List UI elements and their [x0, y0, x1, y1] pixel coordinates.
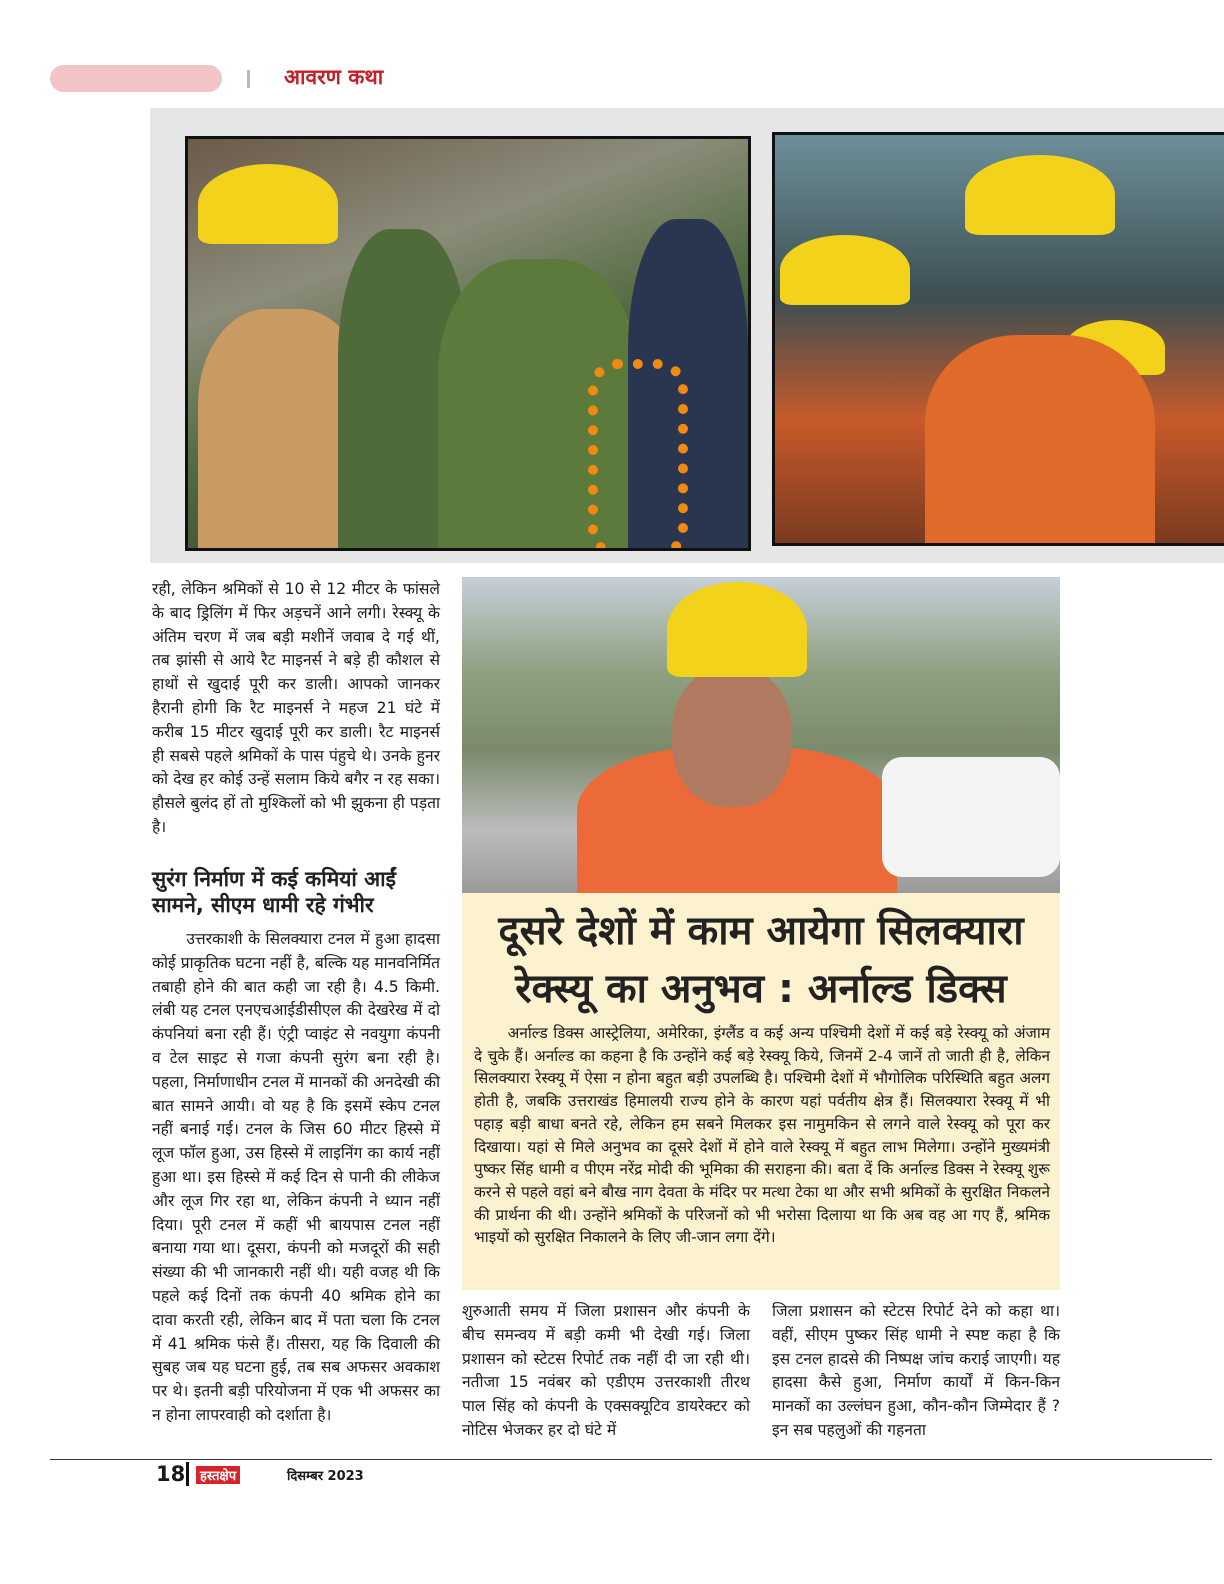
sidebar-body [474, 1022, 1050, 1249]
headline-line-1: दूसरे देशों में काम आयेगा सिलक्यारा [498, 908, 1024, 954]
sidebar-headline [462, 902, 1060, 1018]
section-title: आवरण कथा [284, 65, 384, 89]
article-paragraph: जिला प्रशासन को स्टेटस रिपोर्ट देने को कहा था। वहीं, सीएम पुष्कर सिंह धामी ने स्पष्ट कहा है कि इस टनल हादसे की निष्पक्ष जांच कराई जाएगी। यह हादसा कैसे हुआ, निर्माण कार्यों में किन-किन मानकों का उल्लंघन हुआ, कौन-कौन जिम्मेदार हैं ? इन सब पहलुओं की गहनता [772, 1302, 1060, 1439]
article-column-right [772, 1300, 1060, 1443]
article-column-left-bottom [152, 928, 440, 1428]
article-subheading: सुरंग निर्माण में कई कमियां आईं सामने, सीएम धामी रहे गंभीर [152, 867, 396, 917]
article-column-middle [462, 1300, 750, 1443]
header-divider [247, 70, 250, 88]
article-column-left-top [152, 578, 440, 840]
issue-date: दिसम्बर 2023 [287, 1469, 364, 1484]
page-number: 18 [156, 1462, 186, 1486]
header-decor-pill [50, 65, 222, 92]
cm-garland-welcome-photo [185, 136, 751, 551]
footer-rule [50, 1459, 1212, 1460]
footer-divider [186, 1462, 189, 1486]
headline-line-2: रेक्स्यू का अनुभव : अर्नाल्ड डिक्स [515, 966, 1007, 1012]
rescued-worker-photo [772, 132, 1224, 546]
article-paragraph: रही, लेकिन श्रमिकों से 10 से 12 मीटर के फांसले के बाद ड्रिलिंग में फिर अड़चनें आने लगी। रेस्क्यू के अंतिम चरण में जब बड़ी मशीनें जवाब दे गई थीं, तब झांसी से आये रैट माइनर्स ने बड़े ही कौशल से हाथों से खुदाई पूरी कर डाली। आपको जानकर हैरानी होगी कि रैट माइनर्स ने महज 21 घंटे में करीब 15 मीटर खुदाई पूरी कर डाली। रैट माइनर्स ही सबसे पहले श्रमिकों के पास पंहुचे थे। उनके हुनर को देख हर कोई उन्हें सलाम किये बगैर न रह सका। हौसले बुलंद हों तो मुश्किलों को भी झुकना ही पड़ता है। [152, 580, 440, 836]
article-paragraph: उत्तरकाशी के सिलक्यारा टनल में हुआ हादसा कोई प्राकृतिक घटना नहीं है, बल्कि यह मानवनिर्मित तबाही होने की बात कही जा रही है। 4.5 किमी. लंबी यह टनल एनएचआईडीसीएल की देखरेख में दो कंपनियां बना रही हैं। एंट्री प्वाइंट से नवयुगा कंपनी व टेल साइट से गजा कंपनी सुरंग बना रही है। पहला, निर्माणाधीन टनल में मानकों की अनदेखी की बात सामने आयी। वो यह है कि इसमें स्केप टनल नहीं बनाई गई। टनल के जिस 60 मीटर हिस्से में लूज फॉल हुआ, उस हिस्से में लाइनिंग का कार्य नहीं हुआ था। इस हिस्से में कई दिन से पानी की लीकेज और लूज गिर रहा था, लेकिन कंपनी ने ध्यान नहीं दिया। पूरी टनल में कहीं भी बायपास टनल नहीं बनाया गया था। दूसरा, कंपनी को मजदूरों की सही संख्या की भी जानकारी नहीं थी। यही वजह थी कि पहले कई दिनों तक कंपनी 40 श्रमिक होने का दावा करती रही, लेकिन बाद में पता चला कि टनल में 41 श्रमिक फंसे हैं। तीसरा, यह कि दिवाली की सुबह जब यह घटना हुई, तब सब अफसर अवकाश पर थे। इतनी बड़ी परियोजना में एक भी अफसर का न होना लापरवाही को दर्शाता है। [152, 930, 440, 1424]
article-paragraph: शुरुआती समय में जिला प्रशासन और कंपनी के बीच समन्वय में बड़ी कमी भी देखी गई। जिला प्रशासन को स्टेटस रिपोर्ट तक नहीं दी जा रही थी। नतीजा 15 नवंबर को एडीएम उत्तरकाशी तीरथ पाल सिंह को कंपनी के एक्सक्यूटिव डायरेक्टर को नोटिस भेजकर हर दो घंटे में [462, 1302, 750, 1439]
magazine-logo: हस्तक्षेप [196, 1466, 240, 1484]
sidebar-paragraph: अर्नाल्ड डिक्स आस्ट्रेलिया, अमेरिका, इंग्लैंड व कई अन्य पश्चिमी देशों में कई बड़े रेस्क्यू को अंजाम दे चुके हैं। अर्नाल्ड का कहना है कि उन्होंने कई बड़े रेस्क्यू किये, जिनमें 2-4 जानें तो जाती ही है, लेकिन सिलक्यारा रेस्क्यू में ऐसा न होना बहुत बड़ी उपलब्धि है। पश्चिमी देशों में भौगोलिक परिस्थिति बहुत अलग होती है, जबकि उत्तराखंड हिमालयी राज्य होने के कारण यहां पर्वतीय क्षेत्र हैं। सिलक्यारा रेस्क्यू में भी पहाड़ बड़ी बाधा बनते रहे, लेकिन हम सबने मिलकर इस नामुमकिन से लगने वाले रेस्क्यू को पूरा कर दिखाया। यहां से मिले अनुभव का दूसरे देशों में होने वाले रेस्क्यू में बहुत लाभ मिलेगा। उन्होंने मुख्यमंत्री पुष्कर सिंह धामी व पीएम नरेंद्र मोदी की भूमिका की सराहना की। बता दें कि अर्नाल्ड डिक्स ने रेस्क्यू शुरू करने से पहले वहां बने बौख नाग देवता के मंदिर पर मत्था टेका था और सभी श्रमिकों के सुरक्षित निकलने की प्रार्थना की थी। उन्होंने श्रमिकों के परिजनों को भी भरोसा दिलाया था कि अब वह आ गए हैं, श्रमिक भाइयों को सुरक्षित निकालने के लिए जी-जान लगा देंगे। [474, 1024, 1050, 1247]
arnold-dix-interview-photo [462, 577, 1060, 893]
